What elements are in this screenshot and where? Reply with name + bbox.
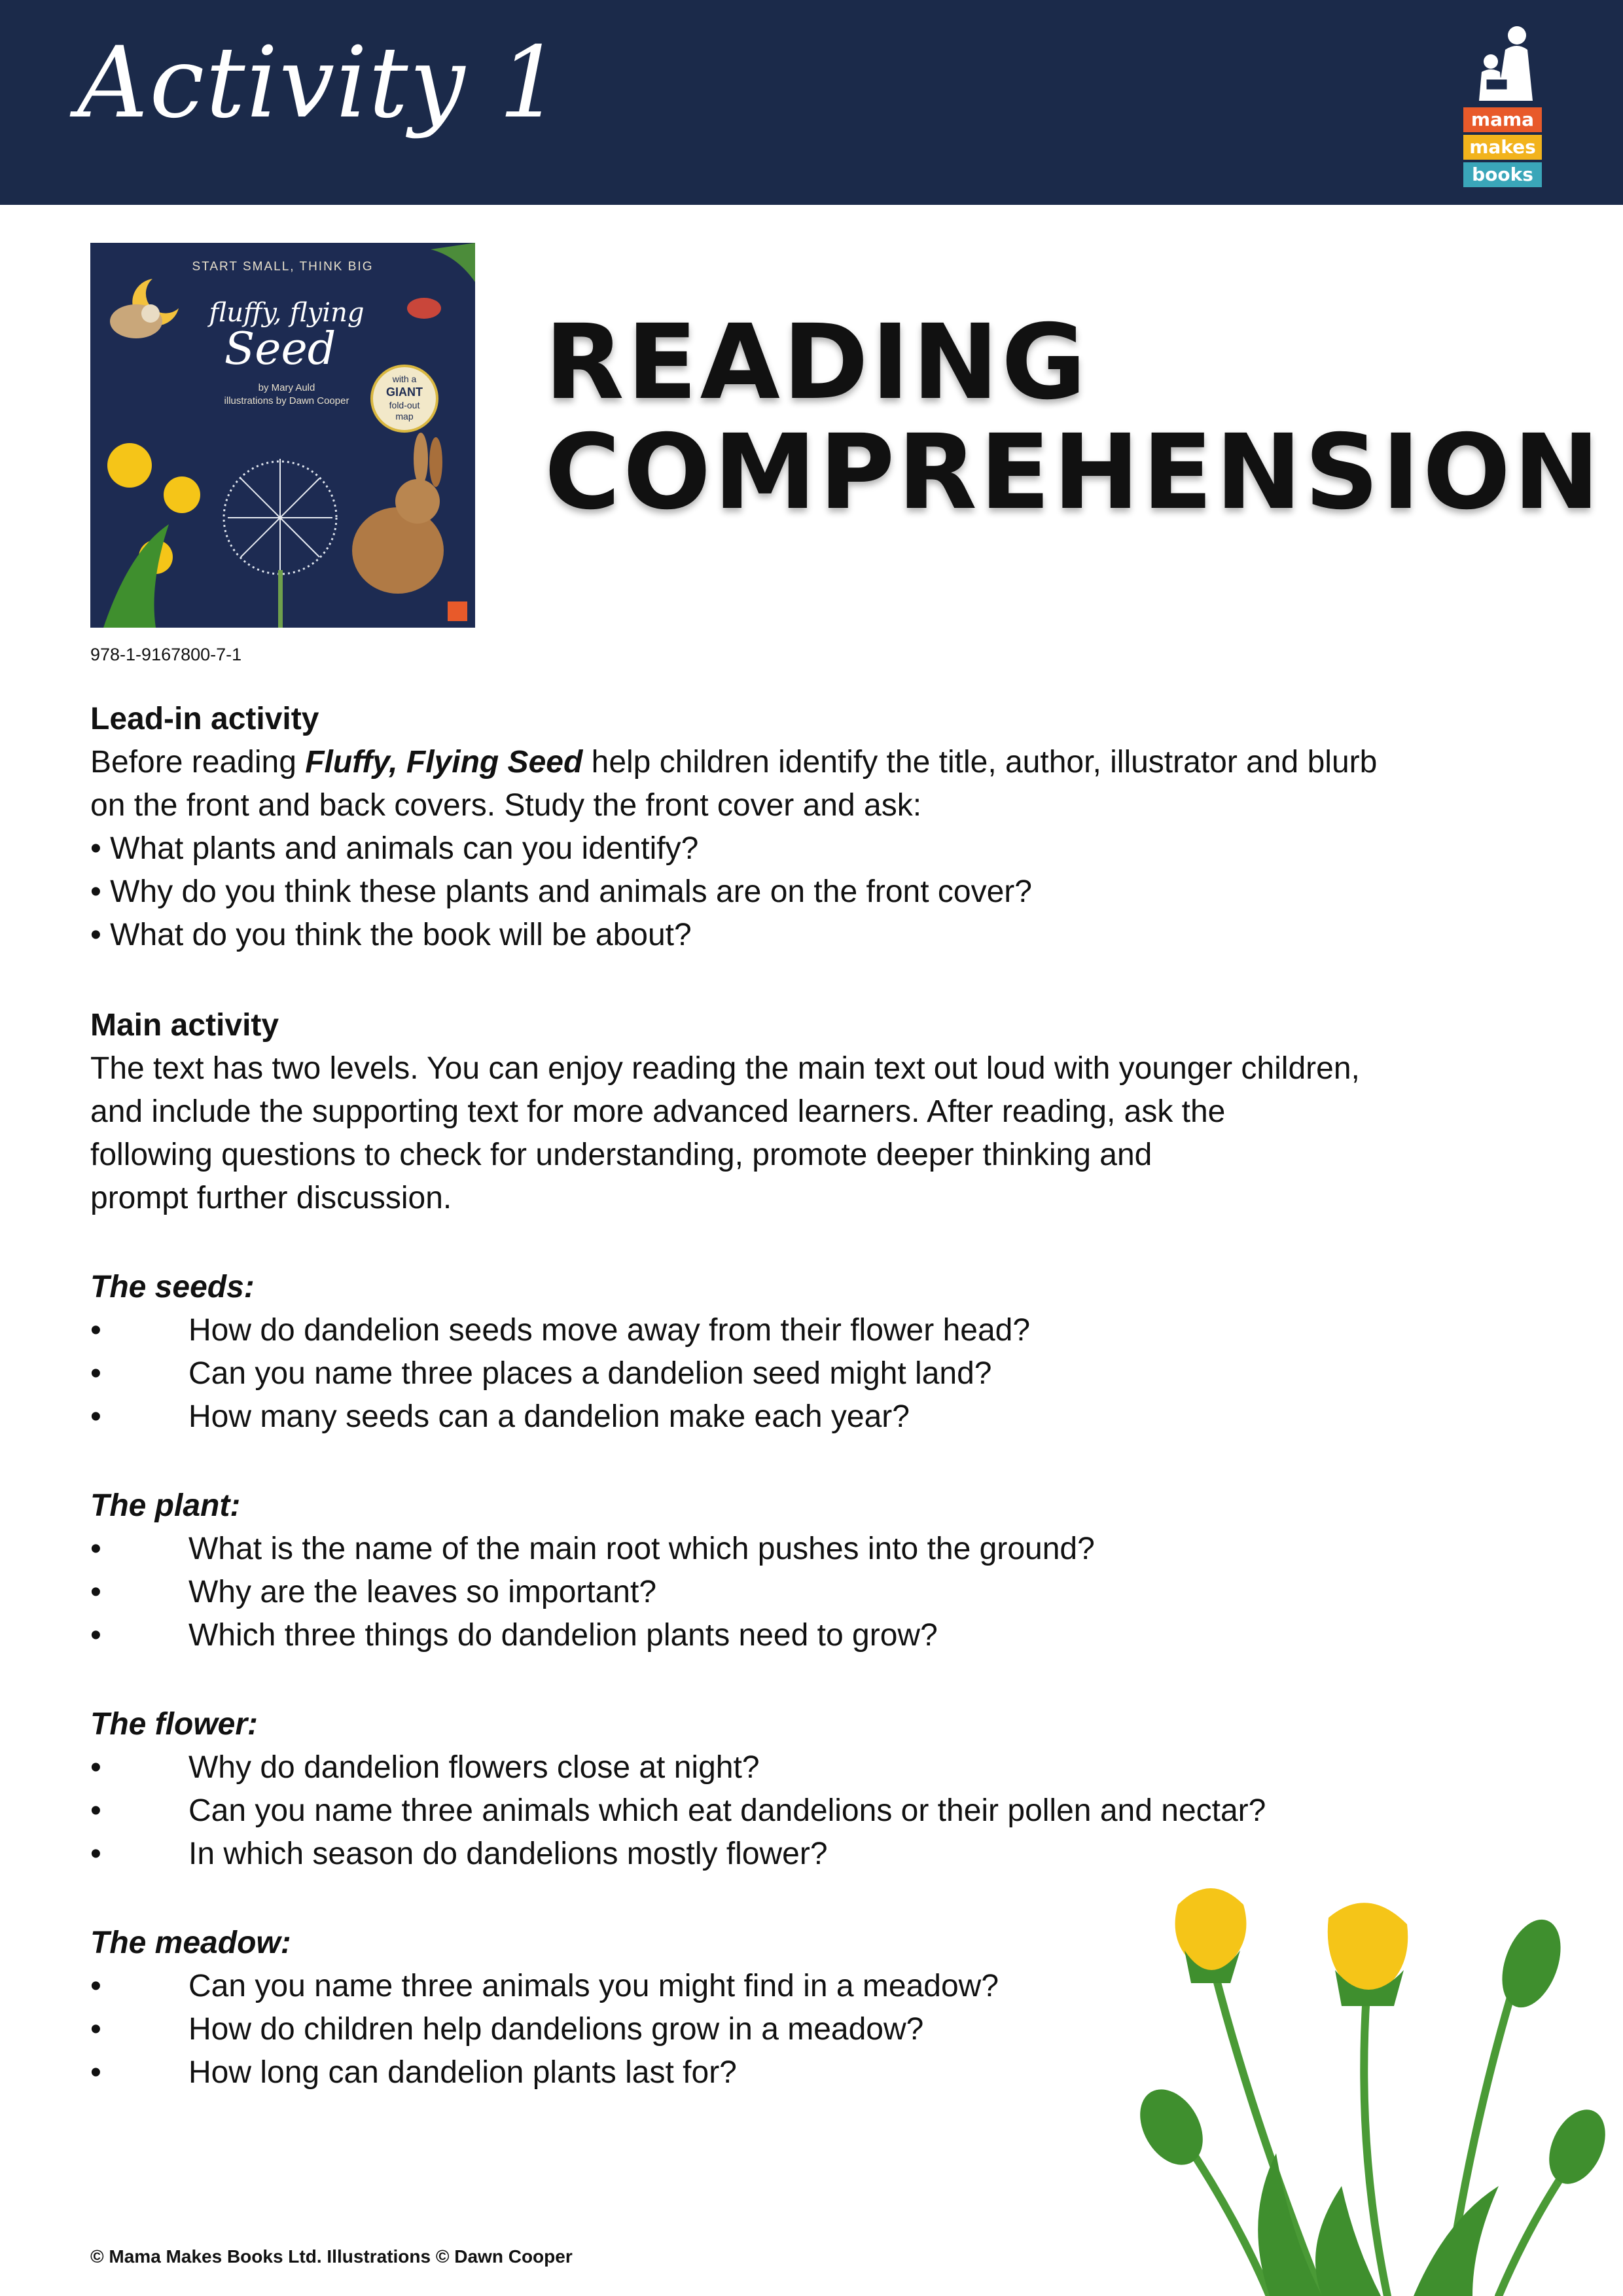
- rabbit-icon: [352, 507, 444, 594]
- section-title: The plant:: [90, 1488, 241, 1523]
- question-item: • What is the name of the main root which pushes into the ground?: [90, 1528, 1569, 1571]
- lead-in-bullet: • What do you think the book will be about?: [90, 918, 692, 952]
- main-activity-heading: Main activity: [90, 1008, 279, 1043]
- lead-in-intro: Before reading Fluffy, Flying Seed help children identify the title, author, illustrator and blurb: [90, 745, 1378, 780]
- logo-word-makes: makes: [1463, 135, 1542, 160]
- main-activity-line: The text has two levels. You can enjoy reading the main text out loud with younger children,: [90, 1051, 1360, 1086]
- book-title-inline: Fluffy, Flying Seed: [305, 745, 583, 780]
- question-item: • Why do dandelion flowers close at night?: [90, 1746, 1569, 1789]
- question-item: • Can you name three animals you might find in a meadow?: [90, 1965, 1569, 2008]
- lead-in-heading: Lead-in activity: [90, 702, 319, 736]
- question-item: • How do children help dandelions grow in a meadow?: [90, 2008, 1569, 2051]
- question-item: • Which three things do dandelion plants need to grow?: [90, 1614, 1569, 1657]
- main-activity-line: and include the supporting text for more advanced learners. After reading, ask the: [90, 1094, 1226, 1129]
- section-title: The flower:: [90, 1707, 259, 1742]
- question-item: • Can you name three places a dandelion seed might land?: [90, 1352, 1569, 1395]
- question-item: • Can you name three animals which eat dandelions or their pollen and nectar?: [90, 1789, 1569, 1833]
- page-title-line2: COMPREHENSION: [544, 412, 1603, 533]
- section-title: The seeds:: [90, 1270, 255, 1304]
- logo-word-books: books: [1463, 162, 1542, 187]
- flower-section: [90, 1703, 1569, 1876]
- goldfinch-icon: [407, 298, 441, 319]
- header-bar: [0, 0, 1623, 205]
- question-item: • How do dandelion seeds move away from their flower head?: [90, 1309, 1569, 1352]
- main-activity-line: following questions to check for understanding, promote deeper thinking and: [90, 1138, 1152, 1172]
- page-title: [544, 302, 1603, 533]
- svg-text:with a: with a: [392, 374, 417, 384]
- cover-author: by Mary Auld: [258, 382, 315, 393]
- svg-text:fold-out: fold-out: [389, 400, 420, 410]
- isbn: 978-1-9167800-7-1: [90, 645, 242, 664]
- question-item: • How long can dandelion plants last for?: [90, 2051, 1569, 2094]
- activity-title: Activity 1: [77, 26, 563, 140]
- dandelion-illustration: [1106, 1878, 1623, 2296]
- lead-in-section: [90, 698, 1569, 957]
- mother-child-reading-icon: [1459, 24, 1544, 102]
- plant-section: [90, 1484, 1569, 1657]
- page-title-line1: READING: [544, 302, 1089, 423]
- publisher-logo-icon: [448, 601, 467, 621]
- cover-title-line2: Seed: [224, 323, 336, 375]
- main-activity-line: prompt further discussion.: [90, 1181, 452, 1215]
- seeds-section: [90, 1266, 1569, 1439]
- main-activity-section: [90, 1004, 1569, 1220]
- cover-illustrator: illustrations by Dawn Cooper: [224, 395, 349, 406]
- cover-tagline: START SMALL, THINK BIG: [192, 260, 374, 274]
- lead-in-bullet: • What plants and animals can you identify?: [90, 831, 699, 866]
- lead-in-bullet: • Why do you think these plants and animals are on the front cover?: [90, 874, 1032, 909]
- question-item: • How many seeds can a dandelion make each year?: [90, 1395, 1569, 1439]
- yellow-dandelion-icon: [107, 443, 152, 488]
- question-item: • Why are the leaves so important?: [90, 1571, 1569, 1614]
- book-cover-image: [90, 243, 475, 628]
- svg-text:map: map: [395, 411, 414, 422]
- yellow-dandelion-flower-icon: [1175, 1888, 1247, 1983]
- lead-in-intro-line2: on the front and back covers. Study the front cover and ask:: [90, 788, 922, 823]
- question-item: • In which season do dandelions mostly flower?: [90, 1833, 1569, 1876]
- logo-word-mama: mama: [1463, 107, 1542, 132]
- mama-makes-books-logo: [1459, 24, 1544, 187]
- yellow-dandelion-flower-icon: [1328, 1903, 1408, 2006]
- cover-title-line1: fluffy, flying: [209, 298, 365, 328]
- section-title: The meadow:: [90, 1926, 291, 1960]
- copyright-footer: © Mama Makes Books Ltd. Illustrations © Dawn Cooper: [90, 2246, 573, 2267]
- svg-text:GIANT: GIANT: [386, 386, 423, 399]
